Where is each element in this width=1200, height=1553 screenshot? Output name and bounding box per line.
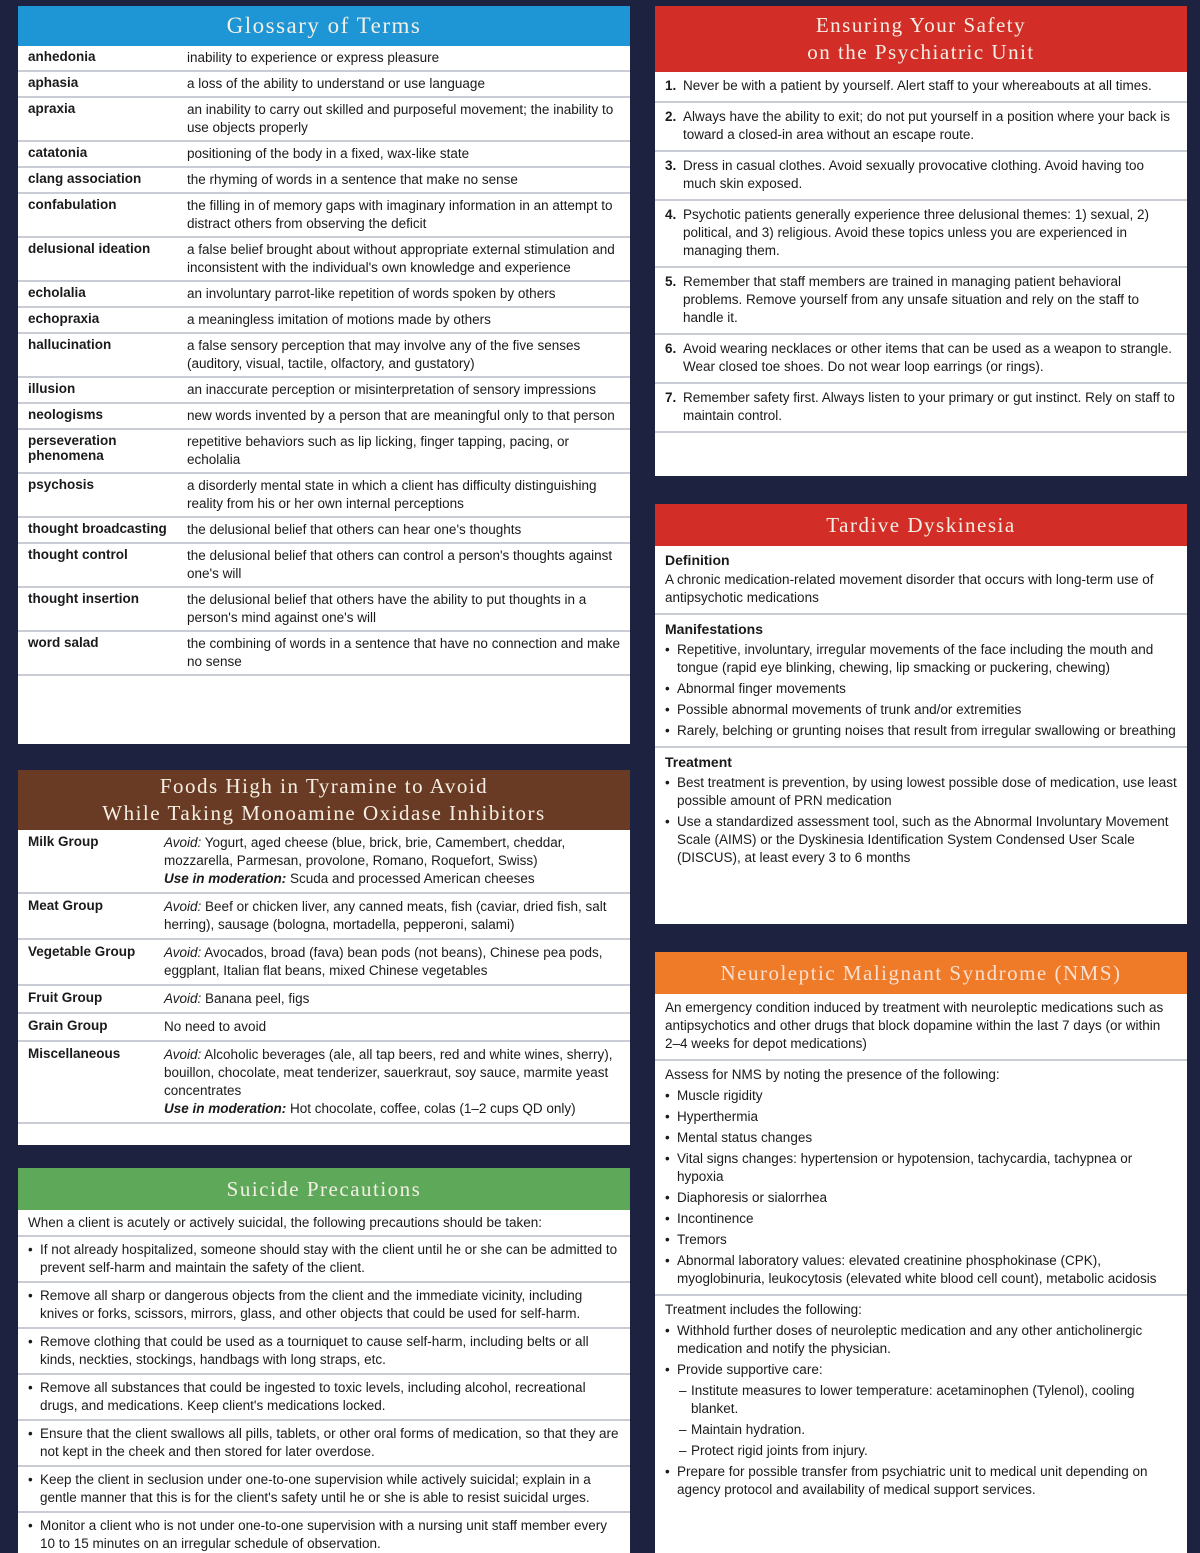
glossary-definition: an involuntary parrot-like repetition of words spoken by others [187, 286, 556, 301]
bullet-icon: • [28, 1518, 33, 1533]
tardive-definition [655, 546, 1187, 615]
tardive-title: Tardive Dyskinesia [655, 504, 1187, 546]
tardive-treatment-item-text: Best treatment is prevention, by using lowest possible dose of medication, use least possible amount of PRN medication [677, 775, 1177, 808]
bullet-icon: • [665, 1232, 670, 1247]
suicide-list [18, 1237, 630, 1553]
safety-item-number: 1. [665, 78, 677, 93]
supportive-care-item [665, 1442, 1177, 1460]
left-column [18, 6, 630, 1551]
nms-sign-item-text: Incontinence [677, 1211, 754, 1226]
manifestation-item-text: Abnormal finger movements [677, 681, 846, 696]
manifestation-item-text: Repetitive, involuntary, irregular movements of the face including the mouth and tongue (rapid eye blinking, chewing, lip smacking or puckering, chewing) [677, 642, 1154, 675]
bullet-icon: • [665, 1211, 670, 1226]
bullet-icon: • [665, 723, 670, 738]
moderation-label: Use in moderation: [164, 871, 287, 886]
avoid-text: Beef or chicken liver, any canned meats, fish (caviar, dried fish, salt herring), sausage (bologna, mortadella, pepperoni, salami) [164, 899, 607, 932]
safety-item-text: Never be with a patient by yourself. Alert staff to your whereabouts at all times. [683, 78, 1152, 93]
avoid-line [164, 834, 622, 870]
supportive-care-item-text: Protect rigid joints from injury. [691, 1443, 868, 1458]
safety-item-number: 7. [665, 390, 677, 405]
suicide-precaution-text: If not already hospitalized, someone should stay with the client until he or she can be admitted to prevent self-harm and maintain the safety of the client. [40, 1242, 618, 1275]
manifestation-item [665, 641, 1177, 677]
glossary-row [18, 632, 630, 676]
glossary-row [18, 46, 630, 72]
glossary-section [18, 6, 630, 744]
nms-transfer-text: Prepare for possible transfer from psychiatric unit to medical unit depending on agency protocol and availability of medical support services. [677, 1464, 1148, 1497]
suicide-precaution [18, 1513, 630, 1553]
tardive-treatment-item-text: Use a standardized assessment tool, such as the Abnormal Involuntary Movement Scale (AIMS) or the Dyskinesia Identification System Condensed User Scale (DISCUS), at least every 3 to 6 months [677, 814, 1169, 865]
glossary-row [18, 194, 630, 238]
nms-sign-item-text: Diaphoresis or sialorrhea [677, 1190, 828, 1205]
tardive-treatment-heading: Treatment [665, 754, 732, 770]
nms-sign-item-text: Muscle rigidity [677, 1088, 763, 1103]
nms-title: Neuroleptic Malignant Syndrome (NMS) [655, 952, 1187, 994]
bullet-icon: • [665, 1088, 670, 1103]
suicide-precaution [18, 1237, 630, 1283]
safety-item [655, 384, 1187, 433]
glossary-term: delusional ideation [28, 241, 151, 256]
avoid-line [164, 1046, 622, 1100]
nms-sign-item [665, 1189, 1177, 1207]
suicide-precautions-section [18, 1168, 630, 1553]
supportive-care-item [665, 1421, 1177, 1439]
bullet-icon: • [665, 1190, 670, 1205]
safety-item [655, 152, 1187, 201]
glossary-row [18, 544, 630, 588]
foods-title-line2: While Taking Monoamine Oxidase Inhibitors [102, 801, 546, 825]
glossary-term: apraxia [28, 101, 76, 116]
glossary-definition: a loss of the ability to understand or use language [187, 76, 485, 91]
bullet-icon: • [665, 1362, 670, 1377]
nms-transfer-item [665, 1463, 1177, 1499]
glossary-term: thought insertion [28, 591, 139, 606]
glossary-term: catatonia [28, 145, 88, 160]
safety-item-text: Remember safety first. Always listen to your primary or gut instinct. Rely on staff to maintain control. [683, 390, 1175, 423]
food-group-name: Milk Group [28, 834, 99, 849]
bullet-icon: • [665, 1253, 670, 1268]
moderation-text: Scuda and processed American cheeses [290, 871, 535, 886]
glossary-term: confabulation [28, 197, 117, 212]
glossary-term: hallucination [28, 337, 112, 352]
bullet-icon: • [665, 1151, 670, 1166]
avoid-label: Avoid: [164, 1047, 202, 1062]
glossary-definition: a meaningless imitation of motions made by others [187, 312, 491, 327]
nms-intro: An emergency condition induced by treatment with neuroleptic medications such as antipsychotics and other drugs that block dopamine within the last 7 days (or within 2–4 weeks for depot medications) [655, 994, 1187, 1061]
moderation-line [164, 1100, 622, 1118]
nms-assessment [655, 1061, 1187, 1296]
avoid-line [164, 990, 622, 1008]
avoid-label: Avoid: [164, 835, 202, 850]
food-group-name: Meat Group [28, 898, 104, 913]
tardive-definition-heading: Definition [665, 552, 730, 568]
glossary-term: aphasia [28, 75, 79, 90]
glossary-definition: an inaccurate perception or misinterpretation of sensory impressions [187, 382, 596, 397]
nms-sign-item-text: Hyperthermia [677, 1109, 759, 1124]
manifestation-item [665, 680, 1177, 698]
suicide-title: Suicide Precautions [18, 1168, 630, 1210]
glossary-definition: the delusional belief that others can hear one's thoughts [187, 522, 522, 537]
glossary-definition: inability to experience or express pleasure [187, 50, 440, 65]
suicide-precaution-text: Monitor a client who is not under one-to-one supervision with a nursing unit staff member every 10 to 15 minutes on an irregular schedule of observation. [40, 1518, 608, 1551]
food-row [18, 894, 630, 940]
food-group-details [160, 986, 630, 1012]
safety-item-number: 2. [665, 109, 677, 124]
nms-assess-heading: Assess for NMS by noting the presence of the following: [665, 1067, 1000, 1082]
glossary-definition: a false sensory perception that may involve any of the five senses (auditory, visual, tactile, olfactory, and gustatory) [187, 338, 581, 371]
bullet-icon: • [665, 1109, 670, 1124]
bullet-icon: • [28, 1242, 33, 1257]
manifestations-list [665, 641, 1177, 740]
glossary-term: psychosis [28, 477, 95, 492]
food-row [18, 1014, 630, 1042]
foods-title [18, 770, 630, 830]
safety-item-number: 6. [665, 341, 677, 356]
nms-sign-item [665, 1087, 1177, 1105]
suicide-precaution-text: Remove all substances that could be ingested to toxic levels, including alcohol, recreational drugs, and medications. Keep client's medications locked. [40, 1380, 586, 1413]
nms-assess-list [665, 1087, 1177, 1288]
glossary-row [18, 142, 630, 168]
nms-sign-item-text: Tremors [677, 1232, 727, 1247]
glossary-row [18, 72, 630, 98]
bullet-icon: • [665, 1130, 670, 1145]
nms-sign-item [665, 1252, 1177, 1288]
glossary-term: perseveration phenomena [28, 433, 117, 463]
glossary-definition: the delusional belief that others have the ability to put thoughts in a person's mind against one's will [187, 592, 587, 625]
glossary-row [18, 378, 630, 404]
glossary-definition: the filling in of memory gaps with imaginary information in an attempt to distract others from observing the deficit [187, 198, 613, 231]
nms-sign-item-text: Vital signs changes: hypertension or hypotension, tachycardia, tachypnea or hypoxia [677, 1151, 1133, 1184]
glossary-definition: repetitive behaviors such as lip licking, finger tapping, pacing, or echolalia [187, 434, 569, 467]
nms-treatment-list [665, 1322, 1177, 1499]
glossary-row [18, 404, 630, 430]
avoid-text: Banana peel, figs [205, 991, 310, 1006]
glossary-term: word salad [28, 635, 99, 650]
glossary-row [18, 334, 630, 378]
suicide-precaution [18, 1375, 630, 1421]
food-group-name: Miscellaneous [28, 1046, 121, 1061]
foods-table [18, 830, 630, 1124]
suicide-precaution-text: Ensure that the client swallows all pills, tablets, or other oral forms of medication, so that they are not kept in the cheek and then stored for later overdose. [40, 1426, 619, 1459]
avoid-text: Alcoholic beverages (ale, all tap beers, red and white wines, sherry), bouillon, chocolate, meat tenderizer, sauerkraut, soy sauce, marmite yeast concentrates [164, 1047, 613, 1098]
glossary-definition: new words invented by a person that are meaningful only to that person [187, 408, 615, 423]
safety-item-text: Avoid wearing necklaces or other items that can be used as a weapon to strangle. Wear closed toe shoes. Do not wear loop earrings (or rings). [683, 341, 1173, 374]
bullet-icon: • [665, 702, 670, 717]
food-group-details [160, 1014, 630, 1040]
nms-sign-item-text: Mental status changes [677, 1130, 813, 1145]
food-note: No need to avoid [164, 1019, 267, 1034]
glossary-row [18, 430, 630, 474]
moderation-label: Use in moderation: [164, 1101, 287, 1116]
bullet-icon: • [28, 1380, 33, 1395]
safety-title-line2: on the Psychiatric Unit [807, 40, 1035, 64]
bullet-icon: – [679, 1383, 687, 1398]
right-column [655, 6, 1187, 1497]
food-group-name: Grain Group [28, 1018, 108, 1033]
safety-item-text: Psychotic patients generally experience three delusional themes: 1) sexual, 2) political, and 3) religious. Avoid these topics unless you are experienced in managing them. [683, 207, 1150, 258]
glossary-definition: a disorderly mental state in which a client has difficulty distinguishing reality from his or her own internal perceptions [187, 478, 597, 511]
suicide-intro: When a client is acutely or actively suicidal, the following precautions should be taken: [18, 1210, 630, 1237]
supportive-care-item-text: Maintain hydration. [691, 1422, 806, 1437]
safety-item-number: 4. [665, 207, 677, 222]
bullet-icon: • [665, 1464, 670, 1479]
safety-item [655, 268, 1187, 335]
nms-treatment-item-text: Provide supportive care: [677, 1362, 823, 1377]
safety-item-number: 3. [665, 158, 677, 173]
safety-list [655, 72, 1187, 433]
glossary-term: thought broadcasting [28, 521, 167, 536]
manifestation-item-text: Rarely, belching or grunting noises that result from irregular swallowing or breathing [677, 723, 1176, 738]
suicide-precaution [18, 1467, 630, 1513]
food-group-name: Vegetable Group [28, 944, 136, 959]
glossary-definition: a false belief brought about without appropriate external stimulation and inconsistent with the individual's own knowledge and experience [187, 242, 615, 275]
glossary-table [18, 46, 630, 676]
supportive-care-item [665, 1382, 1177, 1418]
nms-treatment-item [665, 1322, 1177, 1358]
bullet-icon: • [28, 1426, 33, 1441]
nms-treatment-heading: Treatment includes the following: [665, 1302, 862, 1317]
suicide-precaution [18, 1329, 630, 1375]
safety-item [655, 201, 1187, 268]
glossary-definition: the combining of words in a sentence that have no connection and make no sense [187, 636, 621, 669]
bullet-icon: • [665, 1323, 670, 1338]
safety-item [655, 335, 1187, 384]
glossary-definition: the rhyming of words in a sentence that make no sense [187, 172, 518, 187]
manifestation-item [665, 701, 1177, 719]
glossary-row [18, 518, 630, 544]
nms-treatment-item-text: Withhold further doses of neuroleptic medication and any other anticholinergic medication and notify the physician. [677, 1323, 1143, 1356]
avoid-label: Avoid: [164, 899, 202, 914]
bullet-icon: • [28, 1472, 33, 1487]
moderation-text: Hot chocolate, coffee, colas (1–2 cups QD only) [290, 1101, 576, 1116]
avoid-line [164, 898, 622, 934]
supportive-care-item-text: Institute measures to lower temperature: acetaminophen (Tylenol), cooling blanket. [691, 1383, 1135, 1416]
suicide-precaution-text: Remove clothing that could be used as a tourniquet to cause self-harm, including belts or all kinds, neckties, stockings, handbags with long straps, etc. [40, 1334, 589, 1367]
glossary-row [18, 238, 630, 282]
glossary-row [18, 474, 630, 518]
tardive-treatment-list [665, 774, 1177, 867]
safety-item-text: Always have the ability to exit; do not put yourself in a position where your back is toward a closed-in area without an escape route. [683, 109, 1171, 142]
nms-sign-item [665, 1129, 1177, 1147]
tardive-definition-text: A chronic medication-related movement disorder that occurs with long-term use of antipsychotic medications [665, 572, 1154, 605]
nms-treatment-item [665, 1361, 1177, 1379]
safety-item-text: Remember that staff members are trained in managing patient behavioral problems. Remove yourself from any unsafe situation and rely on the staff to handle it. [683, 274, 1139, 325]
tyramine-foods-section [18, 770, 630, 1145]
glossary-term: neologisms [28, 407, 104, 422]
bullet-icon: • [665, 681, 670, 696]
suicide-precaution-text: Remove all sharp or dangerous objects from the client and the immediate vicinity, including knives or forks, scissors, mirrors, glass, and other objects that could be used for self-harm. [40, 1288, 583, 1321]
tardive-manifestations [655, 615, 1187, 748]
avoid-label: Avoid: [164, 991, 202, 1006]
avoid-line [164, 944, 622, 980]
glossary-term: thought control [28, 547, 128, 562]
glossary-term: illusion [28, 381, 76, 396]
food-row [18, 986, 630, 1014]
manifestation-item-text: Possible abnormal movements of trunk and/or extremities [677, 702, 1022, 717]
food-group-details [160, 940, 630, 984]
nms-sign-item-text: Abnormal laboratory values: elevated creatinine phosphokinase (CPK), myoglobinuria, leukocytosis (elevated white blood cell count), metabolic acidosis [677, 1253, 1157, 1286]
glossary-row [18, 282, 630, 308]
food-group-details [160, 1042, 630, 1122]
nms-treatment [655, 1296, 1187, 1505]
glossary-title: Glossary of Terms [18, 6, 630, 46]
food-row [18, 940, 630, 986]
glossary-term: echolalia [28, 285, 86, 300]
glossary-definition: the delusional belief that others can control a person's thoughts against one's will [187, 548, 613, 581]
tardive-treatment-item [665, 774, 1177, 810]
glossary-term: echopraxia [28, 311, 100, 326]
glossary-row [18, 308, 630, 334]
tardive-treatment [655, 748, 1187, 873]
safety-section [655, 6, 1187, 476]
bullet-icon: • [28, 1334, 33, 1349]
bullet-icon: • [665, 775, 670, 790]
safety-title [655, 6, 1187, 72]
foods-title-line1: Foods High in Tyramine to Avoid [159, 774, 489, 798]
nms-sign-item [665, 1108, 1177, 1126]
nms-section [655, 952, 1187, 1553]
suicide-precaution-text: Keep the client in seclusion under one-to-one supervision while actively suicidal; explain in a gentle manner that this is for the client's safety until he or she is able to resist suicidal urges. [40, 1472, 591, 1505]
bullet-icon: • [665, 642, 670, 657]
tardive-manifestations-heading: Manifestations [665, 621, 764, 637]
nms-sign-item [665, 1231, 1177, 1249]
glossary-term: anhedonia [28, 49, 96, 64]
avoid-text: Avocados, broad (fava) bean pods (not beans), Chinese pea pods, eggplant, Italian flat beans, mixed Chinese vegetables [164, 945, 603, 978]
suicide-precaution [18, 1421, 630, 1467]
suicide-precaution [18, 1283, 630, 1329]
food-group-details [160, 830, 630, 892]
nms-sign-item [665, 1150, 1177, 1186]
food-group-details [160, 894, 630, 938]
safety-item-number: 5. [665, 274, 677, 289]
glossary-row [18, 98, 630, 142]
moderation-line [164, 870, 622, 888]
glossary-row [18, 168, 630, 194]
glossary-term: clang association [28, 171, 142, 186]
food-row [18, 1042, 630, 1124]
food-group-name: Fruit Group [28, 990, 103, 1005]
nms-sign-item [665, 1210, 1177, 1228]
glossary-row [18, 588, 630, 632]
glossary-definition: an inability to carry out skilled and purposeful movement; the inability to use objects properly [187, 102, 614, 135]
avoid-text: Yogurt, aged cheese (blue, brick, brie, Camembert, cheddar, mozzarella, Parmesan, provolone, Romano, Roquefort, Swiss) [164, 835, 566, 868]
food-row [18, 830, 630, 894]
safety-item-text: Dress in casual clothes. Avoid sexually provocative clothing. Avoid having too much skin exposed. [683, 158, 1145, 191]
safety-item [655, 72, 1187, 103]
glossary-definition: positioning of the body in a fixed, wax-like state [187, 146, 470, 161]
tardive-treatment-item [665, 813, 1177, 867]
bullet-icon: – [679, 1443, 687, 1458]
bullet-icon: • [28, 1288, 33, 1303]
safety-title-line1: Ensuring Your Safety [815, 13, 1027, 37]
avoid-label: Avoid: [164, 945, 202, 960]
tardive-dyskinesia-section [655, 504, 1187, 924]
bullet-icon: – [679, 1422, 687, 1437]
safety-item [655, 103, 1187, 152]
manifestation-item [665, 722, 1177, 740]
bullet-icon: • [665, 814, 670, 829]
